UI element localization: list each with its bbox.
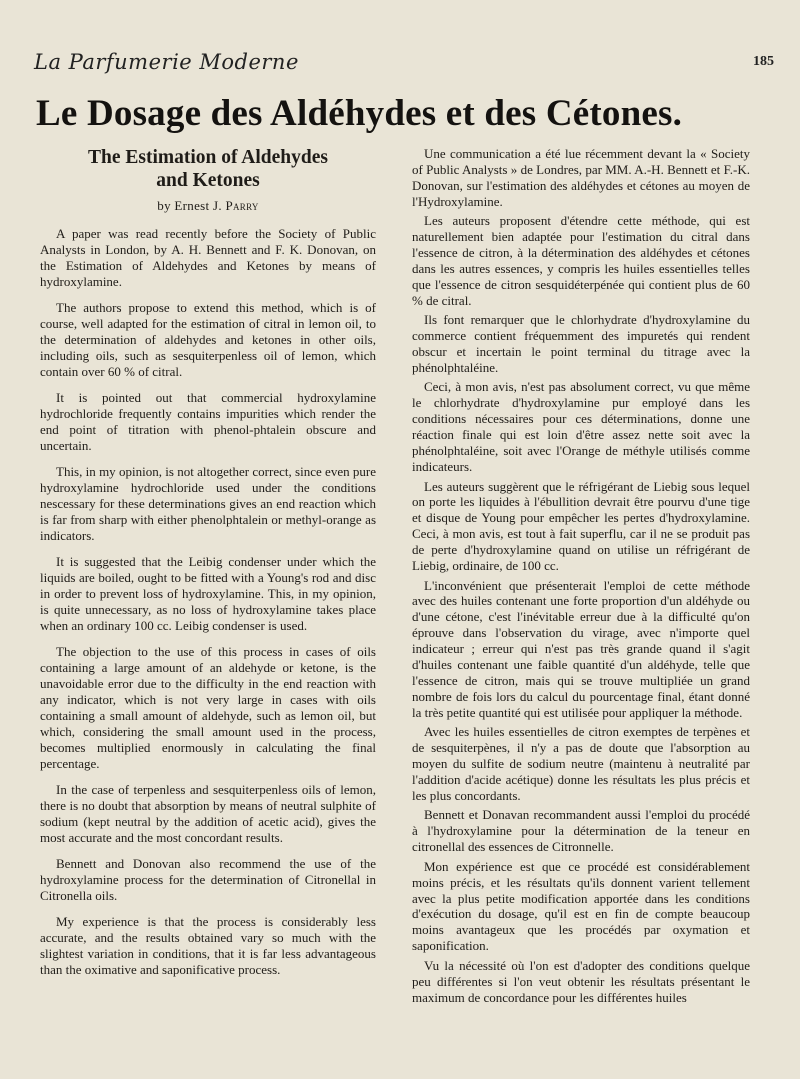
english-title bbox=[40, 146, 376, 192]
english-paragraph: The objection to the use of this process in cases of oils containing a large amount of an aldehyde or ketone, is the unavoidable error due to the difficulty in the end reaction with any indicator, which is not very large in cases with oils containing a small amount of aldehyde, such as lemon oil, but which, considering the small amount used in the process, becomes multiplied enormously in calculating the final percentage. bbox=[40, 644, 376, 771]
french-paragraph: Bennett et Donavan recommandent aussi l'emploi du procédé à l'hydroxylamine pour la détermination de la teneur en citronellal des essences de Citronnelle. bbox=[412, 807, 750, 855]
article-title: Le Dosage des Aldéhydes et des Cétones. bbox=[36, 93, 683, 134]
byline-prefix: by Ernest J. bbox=[157, 198, 222, 213]
english-paragraph: My experience is that the process is considerably less accurate, and the results obtained vary so much with the slightest variation in conditions, that it is far less advantageous than the oximative and saponificative process. bbox=[40, 914, 376, 978]
french-paragraph: L'inconvénient que présenterait l'emploi de cette méthode avec des huiles contenant une forte proportion d'un aldéhyde ou d'une cétone, c'est l'inévitable erreur due à la difficulté qu'on éprouve dans l'observation du virage, avec n'importe quel indicateur ; erreur qui n'est pas très grande quand il s'agit d'huiles contenant une faible quantité d'un aldéhyde, telle que l'essence de citron, mais qui se trouve multipliée un grand nombre de fois lors du calcul du pourcentage final, étant donné la très petite quantité qui est utilisée pour appliquer la méthode. bbox=[412, 577, 750, 720]
english-paragraph: It is suggested that the Leibig condenser under which the liquids are boiled, ought to be fitted with a Young's rod and disc in order to prevent loss of hydroxylamine. This, in my opinion, is quite unnecessary, as no loss of hydroxylamine takes place when an ordinary 100 cc. Leibig condenser is used. bbox=[40, 554, 376, 633]
journal-title: La Parfumerie Moderne bbox=[34, 50, 299, 74]
french-paragraph: Les auteurs suggèrent que le réfrigérant de Liebig sous lequel on porte les liquides à l'ébullition devrait être pourvu d'une tige et disque de Young pour empêcher les pertes d'hydroxylamine. Ceci, à mon avis, est tout à fait superflu, car il ne se produit pas de perte d'hydroxylamine quand on utilise un réfrigérant de Liebig, ordinaire, de 100 cc. bbox=[412, 478, 750, 574]
french-paragraph: Vu la nécessité où l'on est d'adopter des conditions quelque peu différentes si l'on veut obtenir les résultats présentant le maximum de concordance pour les différentes huiles bbox=[412, 957, 750, 1005]
french-paragraph: Ils font remarquer que le chlorhydrate d'hydroxylamine du commerce contient fréquemment des impuretés qui rendent obscur et incertain le point terminal du titrage avec la phénolphtaléine. bbox=[412, 312, 750, 375]
running-head bbox=[34, 50, 774, 76]
french-paragraph: Avec les huiles essentielles de citron exemptes de terpènes et de sesquiterpènes, il n'y a pas de doute que l'absorption au moyen du sulfite de sodium neutre (maintenu à neutralité par l'addition d'acide acétique) donne les résultats les plus précis et les plus concordants. bbox=[412, 724, 750, 803]
french-paragraph: Les auteurs proposent d'étendre cette méthode, qui est naturellement bien adaptée pour l'estimation du citral dans l'essence de citron, à la détermination des aldéhydes et cétones dans les autres essences, y compris les huiles essentielles telles que l'essence de citron sesquidéterpénée qui contient plus de 60 % de citral. bbox=[412, 213, 750, 308]
french-paragraph: Une communication a été lue récemment devant la « Society of Public Analysts » de Londres, par MM. A.-H. Bennett et F.-K. Donovan, sur l'estimation des aldéhydes et cétones au moyen de l'Hydroxylamine. bbox=[412, 146, 750, 209]
page-number: 185 bbox=[753, 54, 774, 69]
french-paragraph: Mon expérience est que ce procédé est considérablement moins précis, et les résultats qu'ils donnent varient tellement avec la plus petite modification apportée dans les conditions d'exécution du dosage, qu'il est en fin de compte beaucoup moins avantageux que les procédés par oxymation et saponification. bbox=[412, 858, 750, 954]
english-paragraph: The authors propose to extend this method, which is of course, well adapted for the estimation of citral in lemon oil, to the determination of aldehydes and ketones in other oils, including oils, such as sesquiterpenless oil of lemon, which contain over 60 % of citral. bbox=[40, 300, 376, 379]
french-column bbox=[412, 146, 750, 1009]
english-paragraph: A paper was read recently before the Society of Public Analysts in London, by A. H. Bennett and F. K. Donovan, on the Estimation of Aldehydes and Ketones by means of hydroxylamine. bbox=[40, 226, 376, 289]
english-paragraph: In the case of terpenless and sesquiterpenless oils of lemon, there is no doubt that absorption by means of neutral sulphite of sodium (kept neutral by the addition of acetic acid), gives the most accurate and the most concordant results. bbox=[40, 782, 376, 845]
byline-author-surname: Parry bbox=[225, 198, 259, 213]
english-title-line-2: and Ketones bbox=[156, 170, 260, 191]
french-paragraph: Ceci, à mon avis, n'est pas absolument correct, vu que même le chlorhydrate d'hydroxylamine pur employé dans les conditions nécessaires pour ces déterminations, donne une réaction finale qui est loin d'être assez nette soit avec la phénolphtaléine, soit avec l'Orange de méthyle utilisés comme indicateurs. bbox=[412, 379, 750, 474]
english-column bbox=[40, 146, 376, 989]
english-paragraph: Bennett and Donovan also recommend the use of the hydroxylamine process for the determination of Citronellal in Citronella oils. bbox=[40, 856, 376, 904]
english-title-line-1: The Estimation of Aldehydes bbox=[88, 147, 328, 168]
english-paragraph: This, in my opinion, is not altogether correct, since even pure hydroxylamine hydrochloride used under the conditions nescessary for these determinations gives an end reaction which is far from sharp with either phenolphtalein or methyl-orange as indicators. bbox=[40, 464, 376, 543]
byline bbox=[40, 198, 376, 214]
english-paragraph: It is pointed out that commercial hydroxylamine hydrochloride frequently contains impurities which render the end point of titration with phenol-phtalein obscure and uncertain. bbox=[40, 390, 376, 453]
